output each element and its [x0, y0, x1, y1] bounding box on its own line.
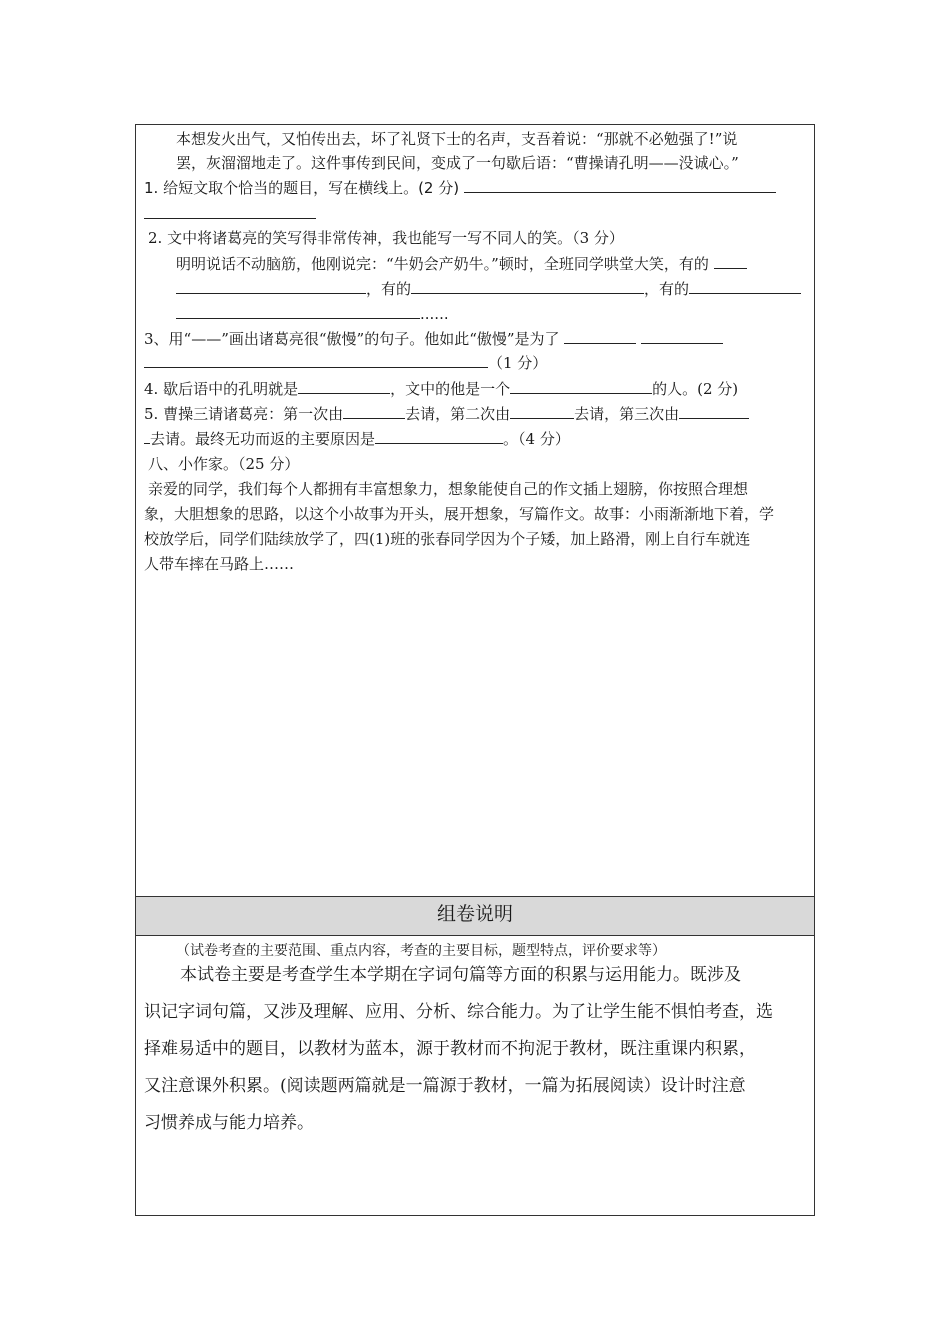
description-line-4: 又注意课外积累。(阅读题两篇就是一篇源于教材，一篇为拓展阅读）设计时注意	[144, 1076, 746, 1096]
answer-blank[interactable]	[343, 403, 405, 419]
description-line-2: 识记字词句篇，又涉及理解、应用、分析、综合能力。为了让学生能不惧怕考查，选	[144, 1002, 773, 1022]
question-5-continued	[144, 428, 806, 450]
question-5-text: 。（4 分）	[503, 430, 570, 448]
answer-blank[interactable]	[144, 203, 316, 219]
answer-blank[interactable]	[510, 403, 574, 419]
composition-line-4: 人带车摔在马路上……	[144, 555, 295, 573]
question-5-text: 去请，第二次由	[405, 405, 511, 423]
question-4-text: 4. 歇后语中的孔明就是	[144, 380, 299, 398]
answer-blank[interactable]	[510, 378, 652, 394]
question-2-prompt: 2. 文中将诸葛亮的笑写得非常传神，我也能写一写不同人的笑。（3 分）	[148, 229, 624, 247]
question-2-line-3	[176, 303, 806, 325]
question-3-text: 3、用“——”画出诸葛亮很“傲慢”的句子。他如此“傲慢”是为了	[144, 330, 560, 348]
composition-line-3: 校放学后，同学们陆续放学了，四(1)班的张春同学因为个子矮，加上路滑，刚上自行车就连	[144, 530, 751, 548]
question-4	[144, 378, 806, 400]
section-title: 组卷说明	[436, 903, 513, 925]
question-5-text: 5. 曹操三请诸葛亮：第一次由	[144, 405, 344, 423]
question-2-text: 明明说话不动脑筋，他刚说完：“牛奶会产奶牛。”顿时，全班同学哄堂大笑，有的	[176, 255, 709, 273]
answer-blank[interactable]	[176, 278, 366, 294]
question-5	[144, 403, 806, 425]
answer-blank[interactable]	[564, 328, 636, 344]
composition-line-2: 象，大胆想象的思路，以这个小故事为开头，展开想象，写篇作文。故事：小雨渐渐地下着，学	[144, 505, 775, 523]
composition-line-1: 亲爱的同学，我们每个人都拥有丰富想象力，想象能使自己的作文插上翅膀，你按照合理想	[148, 480, 749, 498]
answer-blank[interactable]	[176, 303, 420, 319]
question-1-continued	[144, 203, 806, 225]
story-line-1: 本想发火出气，又怕传出去，坏了礼贤下士的名声，支吾着说：“那就不必勉强了!”说	[176, 130, 738, 148]
section-header	[136, 896, 814, 936]
question-2-line-1	[176, 253, 806, 275]
question-3-score: （1 分）	[488, 354, 548, 372]
question-5-text: 去请，第三次由	[574, 405, 680, 423]
question-3	[144, 328, 806, 350]
question-1-text: 1. 给短文取个恰当的题目，写在横线上。(2 分)	[144, 179, 460, 197]
answer-blank[interactable]	[641, 328, 723, 344]
answer-blank[interactable]	[298, 378, 390, 394]
ellipsis: ......	[420, 305, 449, 323]
answer-blank[interactable]	[144, 352, 488, 368]
answer-blank[interactable]	[689, 278, 801, 294]
question-1	[144, 177, 806, 199]
answer-blank[interactable]	[375, 428, 503, 444]
question-2-line-2	[176, 278, 806, 300]
description-line-5: 习惯养成与能力培养。	[144, 1113, 314, 1133]
question-4-text: ，文中的他是一个	[390, 380, 511, 398]
composition-title: 八、小作家。（25 分）	[148, 455, 300, 473]
answer-blank[interactable]	[679, 403, 749, 419]
description-line-1: 本试卷主要是考查学生本学期在字词句篇等方面的积累与运用能力。既涉及	[180, 965, 741, 985]
section-subtitle: （试卷考查的主要范围、重点内容，考查的主要目标，题型特点，评价要求等）	[176, 943, 666, 959]
answer-blank[interactable]	[464, 177, 776, 193]
you-de-label: ，有的	[644, 280, 690, 298]
answer-blank[interactable]	[411, 278, 644, 294]
story-line-2: 罢，灰溜溜地走了。这件事传到民间，变成了一句歇后语：“曹操请孔明——没诚心。”	[176, 154, 739, 172]
question-3-continued	[144, 352, 806, 374]
answer-blank[interactable]	[714, 253, 747, 269]
description-line-3: 择难易适中的题目，以教材为蓝本，源于教材而不拘泥于教材，既注重课内积累，	[144, 1039, 756, 1059]
question-4-text: 的人。(2 分)	[652, 380, 739, 398]
you-de-label: ，有的	[366, 280, 412, 298]
question-5-text: 去请。最终无功而返的主要原因是	[150, 430, 376, 448]
